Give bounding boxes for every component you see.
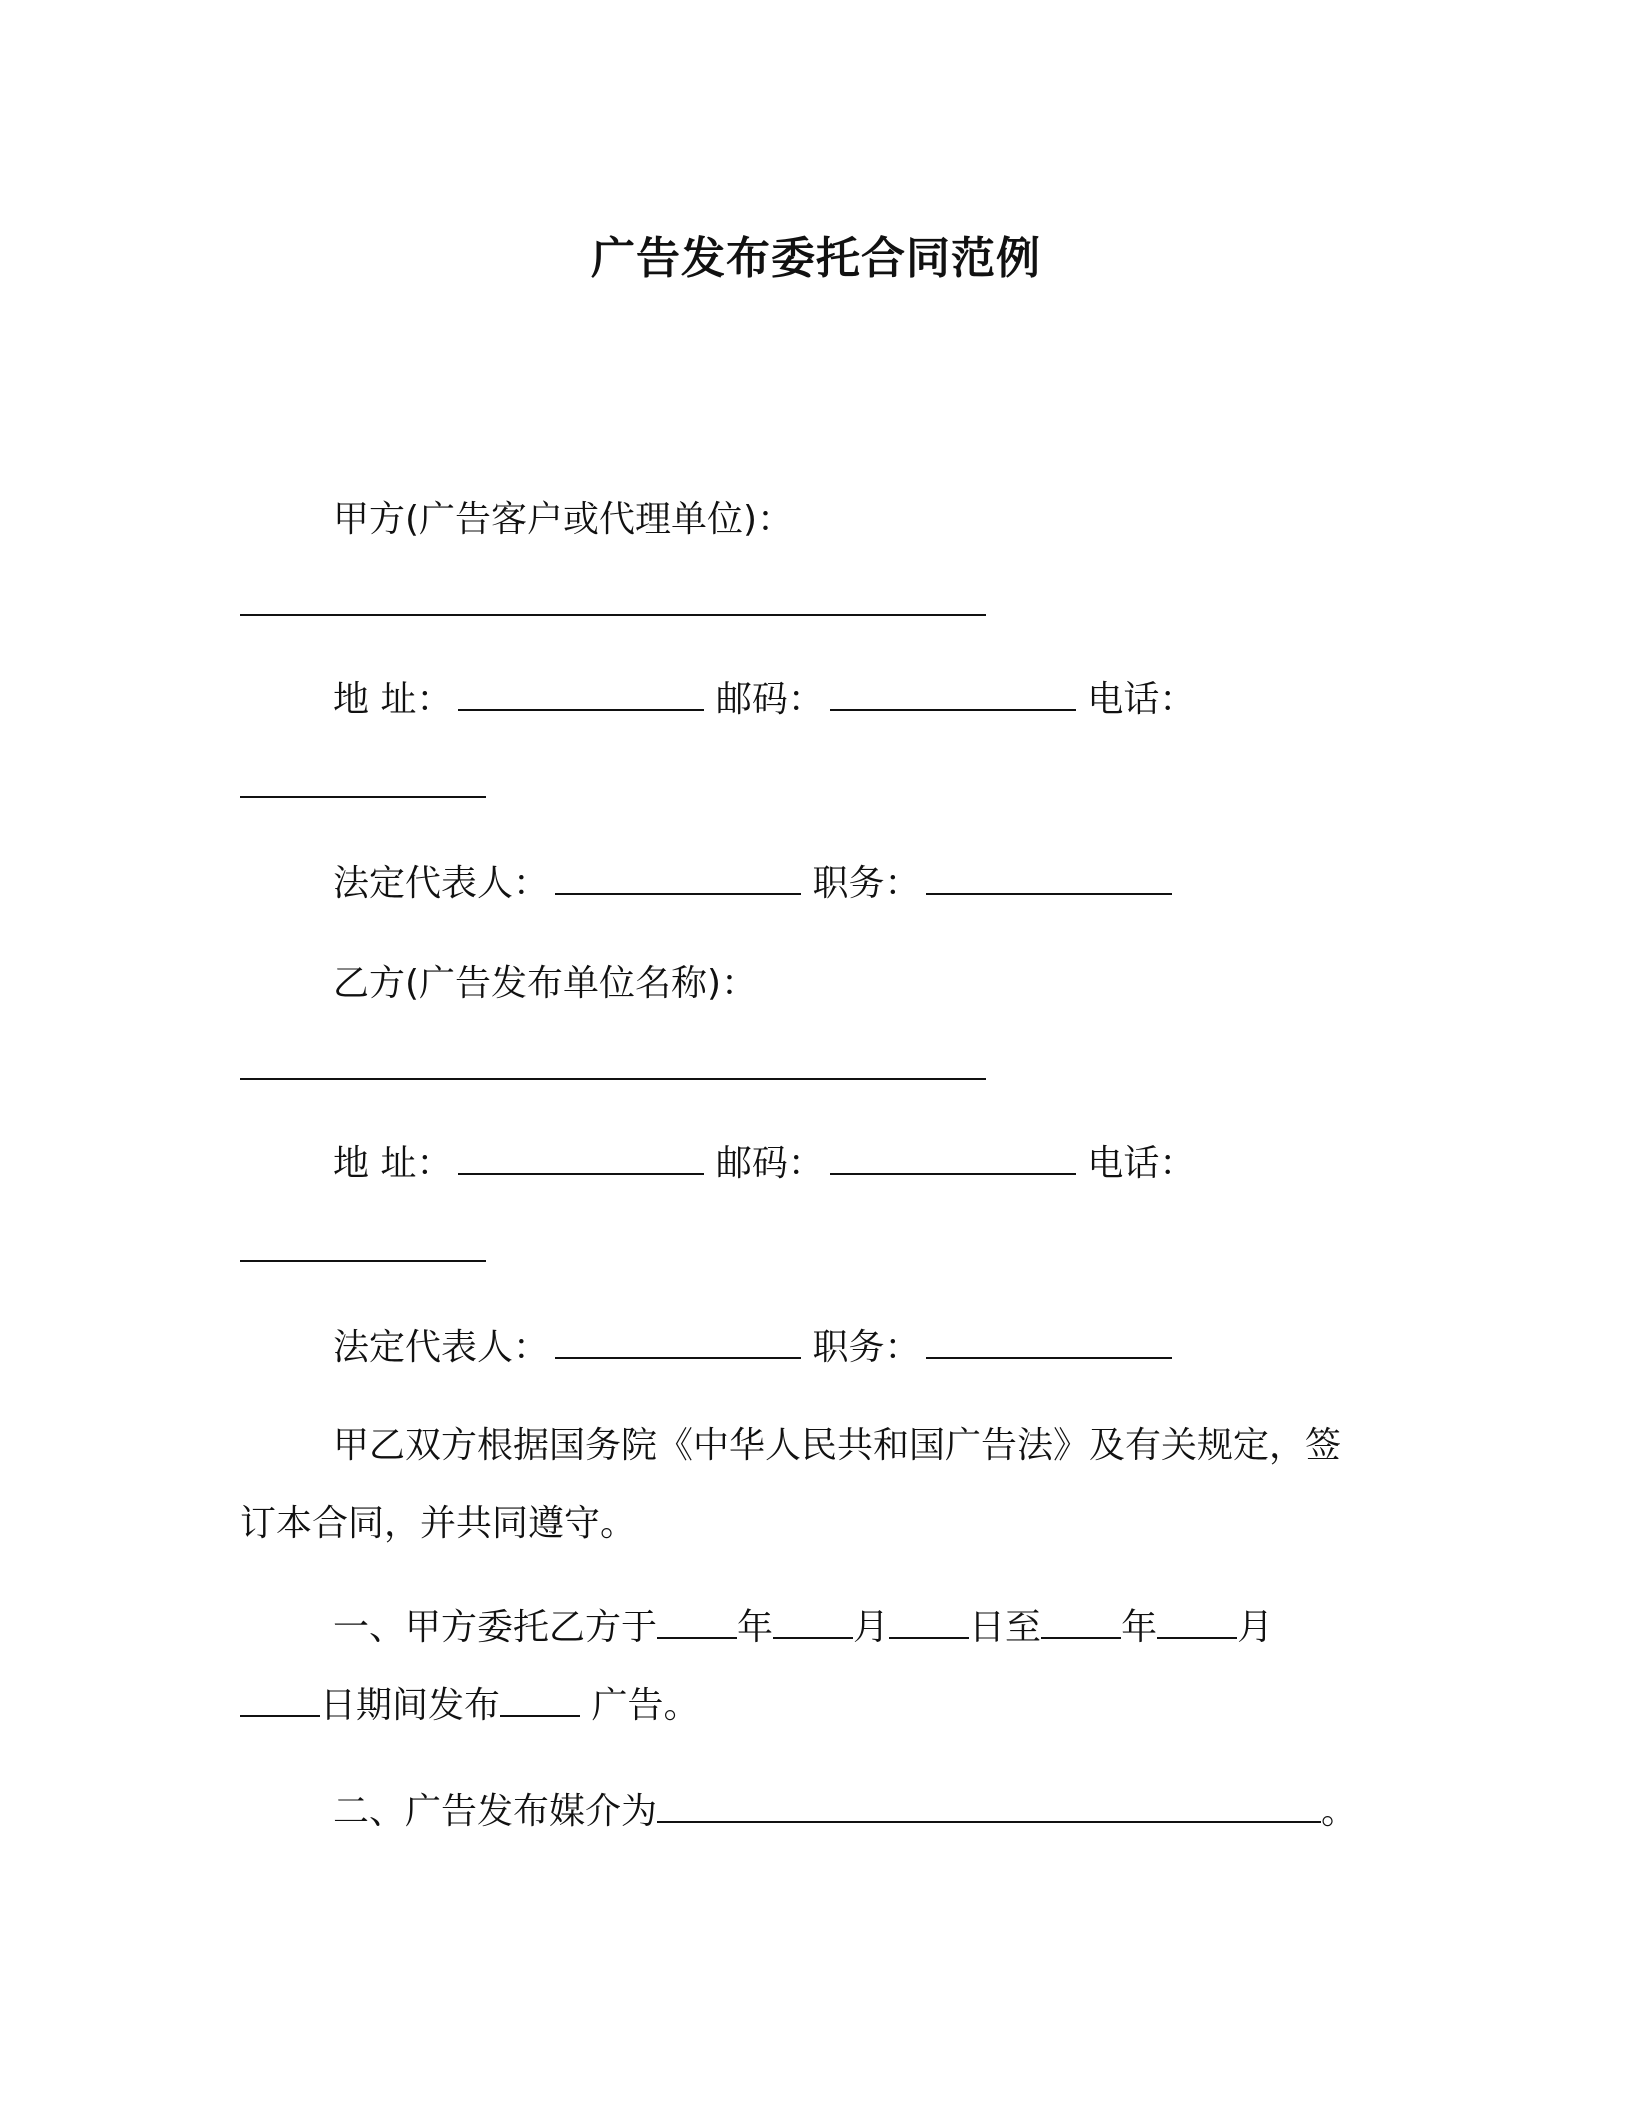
party-b-contact-row bbox=[333, 1142, 1195, 1186]
party-b-heading: 乙方(广告发布单位名称)： bbox=[333, 963, 758, 1004]
clause-1-day-blank bbox=[889, 1607, 969, 1639]
clause-1-prefix: 一、甲方委托乙方于 bbox=[333, 1607, 658, 1648]
party-a-heading: 甲方(广告客户或代理单位)： bbox=[333, 499, 794, 540]
clause-1-month-label: 月 bbox=[853, 1607, 890, 1648]
party-a-phone-blank bbox=[240, 796, 486, 798]
clause-1-ad-blank bbox=[500, 1685, 580, 1717]
clause-1-suffix: 广告。 bbox=[580, 1685, 700, 1726]
clause-2-line bbox=[333, 1790, 1357, 1834]
clause-2-media-blank bbox=[657, 1791, 1321, 1823]
clause-1-year2-blank bbox=[1041, 1607, 1121, 1639]
clause-2-suffix: 。 bbox=[1321, 1791, 1358, 1832]
clause-1-line-2 bbox=[240, 1684, 699, 1728]
party-a-phone-label: 电话： bbox=[1087, 679, 1196, 720]
party-a-rep-blank bbox=[555, 863, 801, 895]
party-a-position-blank bbox=[926, 863, 1172, 895]
party-a-postcode-label: 邮码： bbox=[715, 679, 824, 720]
party-b-address-blank bbox=[458, 1143, 704, 1175]
clause-1-day2-blank bbox=[240, 1685, 320, 1717]
party-b-position-blank bbox=[926, 1327, 1172, 1359]
party-b-rep-label: 法定代表人： bbox=[333, 1327, 550, 1368]
party-a-postcode-blank bbox=[830, 679, 1076, 711]
party-a-name-blank bbox=[240, 614, 986, 616]
clause-1-year2-label: 年 bbox=[1121, 1607, 1158, 1648]
party-a-rep-row bbox=[333, 862, 1172, 906]
party-a-address-blank bbox=[458, 679, 704, 711]
party-a-contact-row bbox=[333, 678, 1195, 722]
party-b-postcode-label: 邮码： bbox=[715, 1143, 824, 1184]
clause-1-year-blank bbox=[657, 1607, 737, 1639]
clause-1-month2-blank bbox=[1157, 1607, 1237, 1639]
clause-1-line-1 bbox=[333, 1606, 1273, 1650]
clause-2-prefix: 二、广告发布媒介为 bbox=[333, 1791, 658, 1832]
party-b-address-label: 地 址： bbox=[333, 1143, 453, 1184]
party-b-postcode-blank bbox=[830, 1143, 1076, 1175]
party-a-address-label: 地 址： bbox=[333, 679, 453, 720]
clause-1-period-label: 日期间发布 bbox=[320, 1685, 501, 1726]
party-b-position-label: 职务： bbox=[812, 1327, 921, 1368]
clause-1-month-blank bbox=[773, 1607, 853, 1639]
party-b-phone-blank bbox=[240, 1260, 486, 1262]
document-title: 广告发布委托合同范例 bbox=[591, 233, 1041, 284]
party-b-rep-blank bbox=[555, 1327, 801, 1359]
clause-1-day-to-label: 日至 bbox=[969, 1607, 1042, 1648]
clause-1-year-label: 年 bbox=[737, 1607, 774, 1648]
party-a-rep-label: 法定代表人： bbox=[333, 863, 550, 904]
clause-1-month2-label: 月 bbox=[1237, 1607, 1274, 1648]
preamble-line-1: 甲乙双方根据国务院《中华人民共和国广告法》及有关规定，签 bbox=[333, 1425, 1342, 1466]
party-b-name-blank bbox=[240, 1078, 986, 1080]
party-b-phone-label: 电话： bbox=[1087, 1143, 1196, 1184]
preamble-line-2: 订本合同，并共同遵守。 bbox=[240, 1503, 637, 1544]
party-a-position-label: 职务： bbox=[812, 863, 921, 904]
party-b-rep-row bbox=[333, 1326, 1172, 1370]
